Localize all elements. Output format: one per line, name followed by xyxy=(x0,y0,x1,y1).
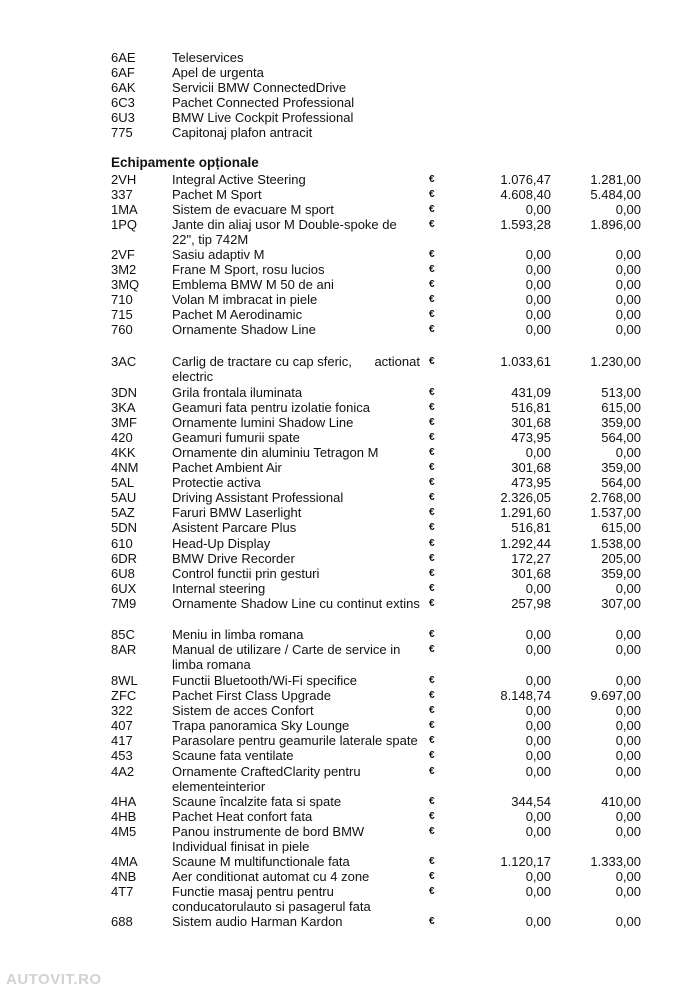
price-with-vat: 5.484,00 xyxy=(590,187,641,202)
item-code: 8AR xyxy=(111,642,137,657)
price-without-vat: 1.291,60 xyxy=(500,505,551,520)
item-name: Pachet M Aerodinamic xyxy=(172,307,303,322)
price-with-vat: 9.697,00 xyxy=(590,688,641,703)
item-code: 6DR xyxy=(111,551,138,566)
price-without-vat: 0,00 xyxy=(525,884,551,899)
item-code: 5AL xyxy=(111,475,135,490)
item-name: Scaune fata ventilate xyxy=(172,748,294,763)
item-code: 3AC xyxy=(111,354,137,369)
price-with-vat: 564,00 xyxy=(601,430,641,445)
item-name: Functie masaj pentru pentru conducatorulauto si pasagerul fata xyxy=(172,884,371,915)
item-name: Pachet Heat confort fata xyxy=(172,809,313,824)
item-name: Emblema BMW M 50 de ani xyxy=(172,277,334,292)
item-code: 4HA xyxy=(111,794,137,809)
item-code: 8WL xyxy=(111,673,138,688)
item-code: 2VF xyxy=(111,247,135,262)
currency-symbol: € xyxy=(429,735,435,746)
currency-symbol: € xyxy=(429,417,435,428)
item-name: Scaune M multifunctionale fata xyxy=(172,854,350,869)
currency-symbol: € xyxy=(429,204,435,215)
currency-symbol: € xyxy=(429,886,435,897)
watermark: AUTOVIT.RO xyxy=(6,971,102,988)
item-name: BMW Drive Recorder xyxy=(172,551,295,566)
price-with-vat: 1.537,00 xyxy=(590,505,641,520)
currency-symbol: € xyxy=(429,871,435,882)
price-without-vat: 172,27 xyxy=(511,551,551,566)
price-without-vat: 473,95 xyxy=(511,430,551,445)
item-name: Teleservices xyxy=(172,50,244,65)
item-code: 5DN xyxy=(111,520,138,535)
price-with-vat: 0,00 xyxy=(615,445,641,460)
item-name-line2: electric xyxy=(172,369,214,385)
currency-symbol: € xyxy=(429,477,435,488)
currency-symbol: € xyxy=(429,522,435,533)
price-without-vat: 0,00 xyxy=(525,673,551,688)
price-with-vat: 0,00 xyxy=(615,764,641,779)
price-with-vat: 0,00 xyxy=(615,202,641,217)
price-without-vat: 1.120,17 xyxy=(500,854,551,869)
item-name: Jante din aliaj usor M Double-spoke de 22", tip 742M xyxy=(172,217,397,248)
currency-symbol: € xyxy=(429,675,435,686)
currency-symbol: € xyxy=(429,492,435,503)
item-name-line1 xyxy=(172,354,420,369)
price-with-vat: 1.333,00 xyxy=(590,854,641,869)
price-without-vat: 301,68 xyxy=(511,415,551,430)
item-name: Pachet First Class Upgrade xyxy=(172,688,331,703)
item-name xyxy=(172,354,420,384)
currency-symbol: € xyxy=(429,826,435,837)
item-code: 407 xyxy=(111,718,133,733)
item-name: Asistent Parcare Plus xyxy=(172,520,297,535)
item-name: Manual de utilizare / Carte de service in limba romana xyxy=(172,642,401,673)
price-without-vat: 0,00 xyxy=(525,914,551,929)
currency-symbol: € xyxy=(429,598,435,609)
price-without-vat: 4.608,40 xyxy=(500,187,551,202)
item-code: 3M2 xyxy=(111,262,137,277)
item-code: 6AF xyxy=(111,65,135,80)
price-without-vat: 0,00 xyxy=(525,202,551,217)
item-name: Sistem de acces Confort xyxy=(172,703,314,718)
price-without-vat: 0,00 xyxy=(525,733,551,748)
item-code: 6C3 xyxy=(111,95,135,110)
item-code: 4HB xyxy=(111,809,137,824)
price-without-vat: 2.326,05 xyxy=(500,490,551,505)
price-with-vat: 0,00 xyxy=(615,718,641,733)
currency-symbol: € xyxy=(429,644,435,655)
item-name: Trapa panoramica Sky Lounge xyxy=(172,718,350,733)
item-code: 3DN xyxy=(111,385,138,400)
price-without-vat: 257,98 xyxy=(511,596,551,611)
item-code: 4MA xyxy=(111,854,138,869)
currency-symbol: € xyxy=(429,916,435,927)
currency-symbol: € xyxy=(429,249,435,260)
price-with-vat: 0,00 xyxy=(615,307,641,322)
price-without-vat: 431,09 xyxy=(511,385,551,400)
price-with-vat: 359,00 xyxy=(601,566,641,581)
price-without-vat: 344,54 xyxy=(511,794,551,809)
price-with-vat: 0,00 xyxy=(615,884,641,899)
currency-symbol: € xyxy=(429,507,435,518)
item-name: Meniu in limba romana xyxy=(172,627,304,642)
price-without-vat: 0,00 xyxy=(525,627,551,642)
item-code: 6U3 xyxy=(111,110,135,125)
price-without-vat: 0,00 xyxy=(525,718,551,733)
currency-symbol: € xyxy=(429,447,435,458)
price-with-vat: 0,00 xyxy=(615,673,641,688)
currency-symbol: € xyxy=(429,796,435,807)
item-name: Ornamente Shadow Line xyxy=(172,322,316,337)
item-name: Sistem de evacuare M sport xyxy=(172,202,334,217)
currency-symbol: € xyxy=(429,402,435,413)
item-name: BMW Live Cockpit Professional xyxy=(172,110,354,125)
currency-symbol: € xyxy=(429,294,435,305)
item-code: 688 xyxy=(111,914,133,929)
price-with-vat: 0,00 xyxy=(615,824,641,839)
item-code: 85C xyxy=(111,627,135,642)
price-with-vat: 359,00 xyxy=(601,460,641,475)
price-with-vat: 0,00 xyxy=(615,642,641,657)
currency-symbol: € xyxy=(429,538,435,549)
item-code: 420 xyxy=(111,430,133,445)
item-name: Aer conditionat automat cu 4 zone xyxy=(172,869,370,884)
item-code: 4NM xyxy=(111,460,139,475)
currency-symbol: € xyxy=(429,811,435,822)
item-code: 337 xyxy=(111,187,133,202)
item-name: Capitonaj plafon antracit xyxy=(172,125,313,140)
item-code: 1MA xyxy=(111,202,138,217)
price-with-vat: 0,00 xyxy=(615,277,641,292)
item-name: Head-Up Display xyxy=(172,536,271,551)
currency-symbol: € xyxy=(429,720,435,731)
currency-symbol: € xyxy=(429,705,435,716)
item-name: Scaune încalzite fata si spate xyxy=(172,794,342,809)
currency-symbol: € xyxy=(429,462,435,473)
price-with-vat: 1.538,00 xyxy=(590,536,641,551)
currency-symbol: € xyxy=(429,750,435,761)
item-name: Apel de urgenta xyxy=(172,65,264,80)
item-code: 5AU xyxy=(111,490,137,505)
item-code: 4A2 xyxy=(111,764,135,779)
item-code: 6AK xyxy=(111,80,136,95)
item-name: Protectie activa xyxy=(172,475,261,490)
item-code: 5AZ xyxy=(111,505,135,520)
item-name: Sasiu adaptiv M xyxy=(172,247,265,262)
item-code: 3MQ xyxy=(111,277,140,292)
item-name: Ornamente Shadow Line cu continut extins xyxy=(172,596,420,611)
item-code: 710 xyxy=(111,292,133,307)
price-with-vat: 205,00 xyxy=(601,551,641,566)
item-code: 4T7 xyxy=(111,884,134,899)
item-name: Internal steering xyxy=(172,581,266,596)
item-name: Ornamente din aluminiu Tetragon M xyxy=(172,445,379,460)
item-name: Panou instrumente de bord BMW Individual finisat in piele xyxy=(172,824,365,855)
item-code: 453 xyxy=(111,748,133,763)
item-code: 417 xyxy=(111,733,133,748)
price-without-vat: 0,00 xyxy=(525,642,551,657)
price-without-vat: 0,00 xyxy=(525,869,551,884)
price-without-vat: 0,00 xyxy=(525,277,551,292)
price-with-vat: 410,00 xyxy=(601,794,641,809)
item-code: 6AE xyxy=(111,50,136,65)
price-with-vat: 0,00 xyxy=(615,703,641,718)
currency-symbol: € xyxy=(429,309,435,320)
currency-symbol: € xyxy=(429,766,435,777)
price-without-vat: 8.148,74 xyxy=(500,688,551,703)
price-without-vat: 0,00 xyxy=(525,748,551,763)
price-with-vat: 564,00 xyxy=(601,475,641,490)
item-code: 322 xyxy=(111,703,133,718)
price-without-vat: 1.292,44 xyxy=(500,536,551,551)
item-name: Pachet M Sport xyxy=(172,187,262,202)
price-without-vat: 1.593,28 xyxy=(500,217,551,232)
item-name: Pachet Ambient Air xyxy=(172,460,282,475)
item-code: 4M5 xyxy=(111,824,137,839)
item-code: 6U8 xyxy=(111,566,135,581)
price-without-vat: 1.076,47 xyxy=(500,172,551,187)
price-with-vat: 0,00 xyxy=(615,869,641,884)
item-code: 775 xyxy=(111,125,133,140)
item-name: Ornamente CraftedClarity pentru elementeinterior xyxy=(172,764,361,795)
currency-symbol: € xyxy=(429,432,435,443)
price-with-vat: 0,00 xyxy=(615,262,641,277)
item-name: Pachet Connected Professional xyxy=(172,95,355,110)
price-without-vat: 473,95 xyxy=(511,475,551,490)
price-without-vat: 0,00 xyxy=(525,703,551,718)
item-name: Frane M Sport, rosu lucios xyxy=(172,262,325,277)
currency-symbol: € xyxy=(429,553,435,564)
price-with-vat: 0,00 xyxy=(615,627,641,642)
price-with-vat: 0,00 xyxy=(615,733,641,748)
item-name-line1-left: Carlig de tractare cu cap sferic, xyxy=(172,354,352,369)
item-name: Sistem audio Harman Kardon xyxy=(172,914,343,929)
currency-symbol: € xyxy=(429,279,435,290)
item-name: Volan M imbracat in piele xyxy=(172,292,318,307)
item-name-line1-right: actionat xyxy=(374,354,420,369)
currency-symbol: € xyxy=(429,219,435,230)
price-with-vat: 307,00 xyxy=(601,596,641,611)
price-without-vat: 0,00 xyxy=(525,824,551,839)
price-without-vat: 516,81 xyxy=(511,400,551,415)
item-code: 1PQ xyxy=(111,217,138,232)
currency-symbol: € xyxy=(429,264,435,275)
price-without-vat: 0,00 xyxy=(525,247,551,262)
section-heading: Echipamente opționale xyxy=(111,155,259,170)
item-code: 2VH xyxy=(111,172,137,187)
currency-symbol: € xyxy=(429,324,435,335)
item-code: ZFC xyxy=(111,688,137,703)
price-without-vat: 301,68 xyxy=(511,460,551,475)
price-with-vat: 1.896,00 xyxy=(590,217,641,232)
price-with-vat: 1.230,00 xyxy=(590,354,641,369)
item-code: 715 xyxy=(111,307,133,322)
item-name: Control functii prin gesturi xyxy=(172,566,320,581)
item-code: 4NB xyxy=(111,869,137,884)
item-name: Integral Active Steering xyxy=(172,172,306,187)
price-without-vat: 0,00 xyxy=(525,764,551,779)
item-name: Grila frontala iluminata xyxy=(172,385,303,400)
price-without-vat: 516,81 xyxy=(511,520,551,535)
price-without-vat: 301,68 xyxy=(511,566,551,581)
currency-symbol: € xyxy=(429,174,435,185)
price-without-vat: 0,00 xyxy=(525,307,551,322)
item-code: 3MF xyxy=(111,415,137,430)
item-code: 6UX xyxy=(111,581,137,596)
price-without-vat: 0,00 xyxy=(525,262,551,277)
currency-symbol: € xyxy=(429,189,435,200)
currency-symbol: € xyxy=(429,356,435,367)
currency-symbol: € xyxy=(429,568,435,579)
currency-symbol: € xyxy=(429,856,435,867)
price-with-vat: 2.768,00 xyxy=(590,490,641,505)
item-code: 760 xyxy=(111,322,133,337)
price-with-vat: 1.281,00 xyxy=(590,172,641,187)
price-with-vat: 359,00 xyxy=(601,415,641,430)
item-code: 3KA xyxy=(111,400,136,415)
item-code: 7M9 xyxy=(111,596,137,611)
currency-symbol: € xyxy=(429,387,435,398)
price-without-vat: 0,00 xyxy=(525,322,551,337)
price-with-vat: 0,00 xyxy=(615,914,641,929)
price-without-vat: 1.033,61 xyxy=(500,354,551,369)
item-name: Driving Assistant Professional xyxy=(172,490,344,505)
item-name: Faruri BMW Laserlight xyxy=(172,505,302,520)
price-with-vat: 615,00 xyxy=(601,520,641,535)
item-code: 4KK xyxy=(111,445,136,460)
currency-symbol: € xyxy=(429,690,435,701)
price-with-vat: 0,00 xyxy=(615,809,641,824)
item-name: Ornamente lumini Shadow Line xyxy=(172,415,354,430)
price-with-vat: 0,00 xyxy=(615,292,641,307)
price-with-vat: 0,00 xyxy=(615,322,641,337)
item-name: Parasolare pentru geamurile laterale spate xyxy=(172,733,418,748)
currency-symbol: € xyxy=(429,583,435,594)
price-with-vat: 0,00 xyxy=(615,581,641,596)
currency-symbol: € xyxy=(429,629,435,640)
price-with-vat: 513,00 xyxy=(601,385,641,400)
price-without-vat: 0,00 xyxy=(525,292,551,307)
item-name: Functii Bluetooth/Wi-Fi specifice xyxy=(172,673,357,688)
price-with-vat: 0,00 xyxy=(615,247,641,262)
item-name: Geamuri fata pentru izolatie fonica xyxy=(172,400,370,415)
item-code: 610 xyxy=(111,536,133,551)
price-with-vat: 0,00 xyxy=(615,748,641,763)
price-without-vat: 0,00 xyxy=(525,581,551,596)
item-name: Geamuri fumurii spate xyxy=(172,430,300,445)
price-without-vat: 0,00 xyxy=(525,445,551,460)
item-name: Servicii BMW ConnectedDrive xyxy=(172,80,347,95)
price-with-vat: 615,00 xyxy=(601,400,641,415)
price-without-vat: 0,00 xyxy=(525,809,551,824)
